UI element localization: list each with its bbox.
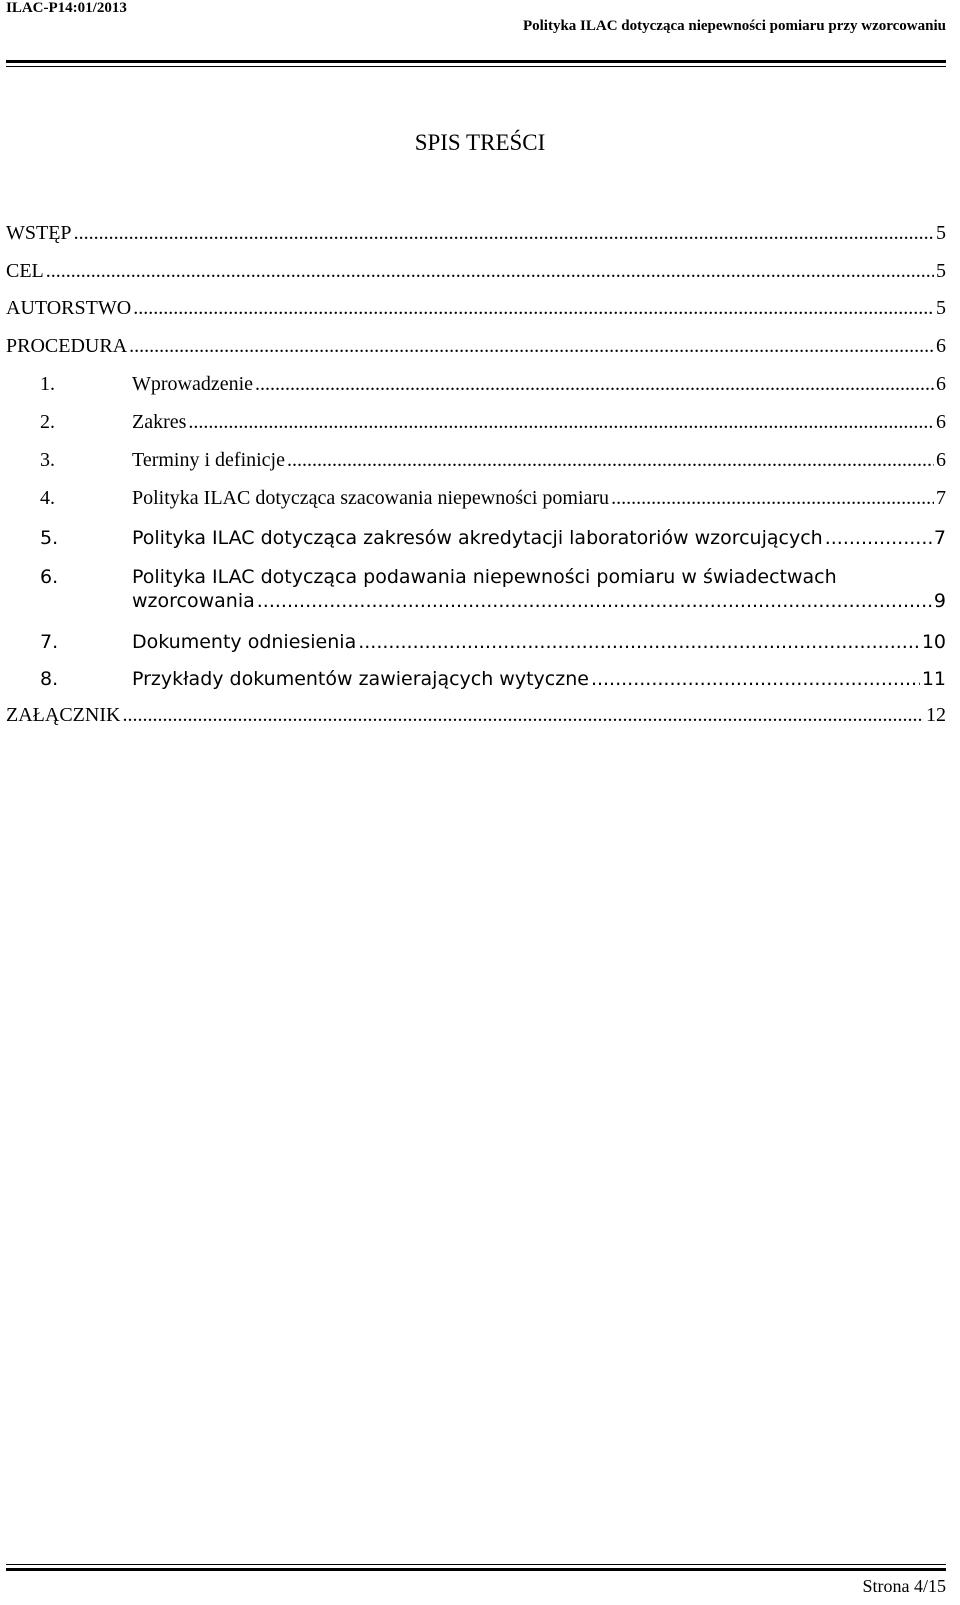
toc-leader-dots xyxy=(129,335,934,358)
toc-entry-terminy[interactable] xyxy=(6,449,946,481)
toc-number: 4. xyxy=(40,487,55,509)
toc-entry-cel[interactable] xyxy=(6,260,946,292)
toc-number: 2. xyxy=(40,411,55,433)
toc-leader-dots xyxy=(825,527,932,549)
toc-number: 6. xyxy=(40,566,59,588)
toc-label-continuation: wzorcowania xyxy=(132,590,255,612)
toc-leader-dots xyxy=(257,590,932,612)
toc-leader-dots xyxy=(611,487,934,510)
toc-page: 7 xyxy=(933,527,946,549)
toc-number: 7. xyxy=(40,631,59,653)
toc-label: AUTORSTWO xyxy=(6,297,132,319)
toc-page: 10 xyxy=(921,631,946,653)
toc-label: PROCEDURA xyxy=(6,335,128,357)
toc-page: 5 xyxy=(936,222,946,244)
toc-label: Przykłady dokumentów zawierających wytyczne xyxy=(132,668,589,690)
toc-entry-autorstwo[interactable] xyxy=(6,297,946,329)
toc-number: 5. xyxy=(40,527,59,549)
toc-number: 8. xyxy=(40,668,59,690)
toc-label: Zakres xyxy=(132,411,187,433)
toc-label: Dokumenty odniesienia xyxy=(132,631,357,653)
toc-leader-dots xyxy=(74,222,934,245)
toc-entry-dokumenty-odniesienia[interactable] xyxy=(6,631,946,663)
toc-number: 1. xyxy=(40,373,55,395)
toc-title: SPIS TREŚCI xyxy=(414,130,546,155)
toc-page: 6 xyxy=(936,449,946,471)
toc-label: Polityka ILAC dotycząca zakresów akredytacji laboratoriów wzorcujących xyxy=(132,527,823,549)
header-rule-thick xyxy=(6,60,946,63)
toc-page: 6 xyxy=(936,373,946,395)
toc-page: 5 xyxy=(936,260,946,282)
toc-page: 6 xyxy=(936,335,946,357)
toc-entry-zakresy-akredytacji[interactable] xyxy=(6,527,946,559)
toc-entry-wprowadzenie[interactable] xyxy=(6,373,946,405)
toc-leader-dots xyxy=(358,631,920,653)
footer-rule-thin xyxy=(6,1564,946,1565)
document-code: ILAC-P14:01/2013 xyxy=(6,0,127,16)
toc-entry-zakres[interactable] xyxy=(6,411,946,443)
toc-page: 11 xyxy=(921,668,946,690)
toc-page: 7 xyxy=(936,487,946,509)
footer-rule-thick xyxy=(6,1568,946,1571)
header-rule-thin xyxy=(6,66,946,67)
toc-number: 3. xyxy=(40,449,55,471)
toc-page: 12 xyxy=(926,704,946,726)
toc-label: Polityka ILAC dotycząca podawania niepewności pomiaru w świadectwach xyxy=(132,566,837,588)
toc-page: 5 xyxy=(936,297,946,319)
toc-label: WSTĘP xyxy=(6,222,72,244)
toc-entry-podawanie-niepewnosci[interactable] xyxy=(6,566,946,630)
toc-label: CEL xyxy=(6,260,44,282)
toc-entry-szacowanie[interactable] xyxy=(6,487,946,519)
toc-leader-dots xyxy=(46,260,934,283)
toc-entry-zalacznik[interactable] xyxy=(6,704,946,736)
toc-label: Terminy i definicje xyxy=(132,449,285,471)
toc-leader-dots xyxy=(122,704,924,727)
toc-leader-dots xyxy=(591,668,920,690)
toc-label: Polityka ILAC dotycząca szacowania niepewności pomiaru xyxy=(132,487,610,509)
toc-entry-wstep[interactable] xyxy=(6,222,946,254)
page-number: Strona 4/15 xyxy=(862,1576,946,1596)
toc-entry-procedura[interactable] xyxy=(6,335,946,367)
toc-leader-dots xyxy=(255,373,934,396)
document-title-header: Polityka ILAC dotycząca niepewności pomiaru przy wzorcowaniu xyxy=(522,18,946,34)
toc-page: 9 xyxy=(933,590,946,612)
toc-page: 6 xyxy=(936,411,946,433)
toc-leader-dots xyxy=(188,411,934,434)
toc-leader-dots xyxy=(133,297,934,320)
toc-leader-dots xyxy=(287,449,934,472)
toc-entry-przyklady[interactable] xyxy=(6,668,946,700)
toc-label: ZAŁĄCZNIK xyxy=(6,704,121,726)
toc-label: Wprowadzenie xyxy=(132,373,254,395)
